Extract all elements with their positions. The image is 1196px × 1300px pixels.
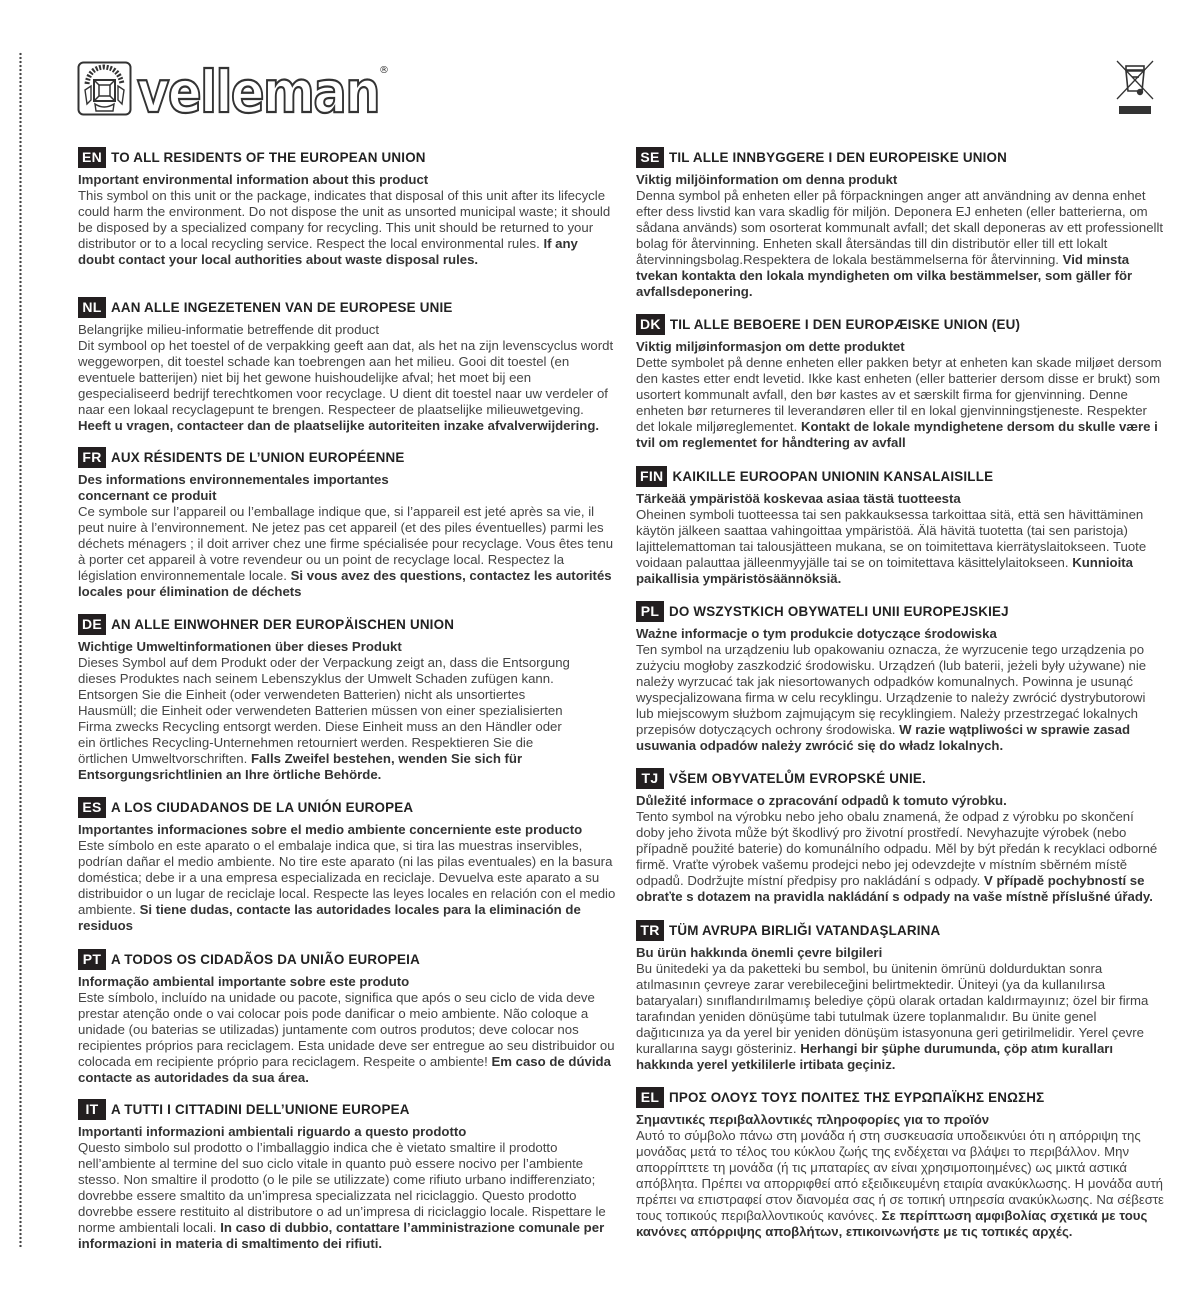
section-subtitle: Wichtige Umweltinformationen über dieses Produkt bbox=[78, 639, 402, 654]
section-es bbox=[78, 796, 618, 948]
body-bold-text: Kunnioita paikallisia ympäristösäännöksiä. bbox=[636, 555, 1133, 586]
body-text: Tento symbol na výrobku nebo jeho obalu znamená, že odpad z výrobku po skončení doby jeho života může být škodlivý pro životní prostředí. Nevyhazujte výrobek (nebo případně použité baterie) do komunálního odpadu. Měl by být předán k recyklaci odborné firmě. Vraťte výrobek vašemu prodejci nebo jej odevzdejte v místním sběrném místě odpadů. Dodržujte místní předpisy pro nakládání s odpady. bbox=[636, 809, 1158, 888]
section-tr bbox=[636, 919, 1164, 1086]
section-body bbox=[636, 355, 1164, 451]
section-subtitle: Důležité informace o zpracování odpadů k tomuto výrobku. bbox=[636, 793, 1007, 808]
language-badge: EN bbox=[78, 147, 106, 168]
section-body bbox=[78, 655, 578, 783]
section-subtitle: Bu ürün hakkında önemli çevre bilgileri bbox=[636, 945, 883, 960]
body-bold-text: If any doubt contact your local authorities about waste disposal rules. bbox=[78, 236, 578, 267]
section-title: TIL ALLE BEBOERE I DEN EUROPÆISKE UNION (EU) bbox=[669, 316, 1021, 332]
section-subtitle: Belangrijke milieu-informatie betreffende dit product bbox=[78, 322, 380, 337]
language-badge: DK bbox=[636, 314, 665, 335]
section-title: TÜM AVRUPA BIRLIĞI VATANDAŞLARINA bbox=[669, 922, 941, 938]
section-it bbox=[78, 1098, 618, 1252]
crossed-out-wheelie-bin-icon bbox=[1114, 58, 1156, 118]
section-body bbox=[636, 961, 1164, 1073]
section-fr bbox=[78, 446, 618, 613]
body-bold-text: V případě pochybností se obraťte s dotazem na pravidla nakládání s odpady na vaše místně příslušné úřady. bbox=[636, 873, 1153, 904]
section-subtitle: Important environmental information about this product bbox=[78, 172, 429, 187]
section-title: AUX RÉSIDENTS DE L’UNION EUROPÉENNE bbox=[111, 449, 405, 465]
body-text: Bu ünitedeki ya da paketteki bu sembol, bu ünitenin ömrünü doldurduktan sonra atılmasının çevreye zarar verebileceğini belirtmektedir. Üniteyi (ya da kullanılırsa bataryaları) sınıflandırılmamış belediye çöpü olarak ortadan kaldırmayınız; özel bir firma tarafından yeniden dönüşüme tabi tutulmak üzere toplanmalıdır. Bu ünite genel dağıtıcınıza ya da yerel bir yeniden dönüşüm istasyonuna geri getirilmelidir. Yerel çevre kurallarına saygı gösteriniz. bbox=[636, 961, 1149, 1056]
body-text: Ce symbole sur l’appareil ou l’emballage indique que, si l’appareil est jeté après sa vie, il peut nuire à l’environnement. Ne jetez pas cet appareil (et des piles éventuelles) parmi les déchets ménagers ; il doit arriver chez une firme spécialisée pour recyclage. Vous êtes tenu à porter cet appareil à votre revendeur ou un point de recyclage local. Respectez la législation environnementale locale. bbox=[78, 504, 614, 583]
section-subtitle: Importanti informazioni ambientali riguardo a questo prodotto bbox=[78, 1124, 467, 1139]
section-body bbox=[636, 642, 1164, 754]
velleman-emblem-icon bbox=[79, 63, 131, 115]
section-el bbox=[636, 1086, 1164, 1240]
language-badge: DE bbox=[78, 614, 106, 635]
section-title: DO WSZYSTKICH OBYWATELI UNII EUROPEJSKIEJ bbox=[669, 603, 1009, 619]
language-badge: SE bbox=[636, 147, 664, 168]
section-subtitle: Importantes informaciones sobre el medio ambiente concerniente este producto bbox=[78, 822, 583, 837]
body-bold-text: Vid minsta tvekan kontakta den lokala myndigheten om vilka bestämmelser, som gäller för avfallsdeponering. bbox=[636, 252, 1133, 299]
body-bold-text: Falls Zweifel bestehen, wenden Sie sich für Entsorgungsrichtlinien an Ihre örtliche Behörde. bbox=[78, 751, 523, 782]
language-badge: ES bbox=[78, 797, 106, 818]
section-body bbox=[636, 1128, 1164, 1240]
section-subtitle: Viktig miljøinformasjon om dette produktet bbox=[636, 339, 905, 354]
section-title: A TODOS OS CIDADÃOS DA UNIÃO EUROPEIA bbox=[111, 951, 420, 967]
section-body bbox=[636, 507, 1164, 587]
section-title: TO ALL RESIDENTS OF THE EUROPEAN UNION bbox=[111, 149, 426, 165]
body-bold-text: Herhangi bir şüphe durumunda, çöp atım kuralları hakkında yerel yetkililerle irtibata geçiniz. bbox=[636, 1041, 1114, 1072]
body-bold-text: Si tiene dudas, contacte las autoridades locales para la eliminación de residuos bbox=[78, 902, 581, 933]
body-text: Questo simbolo sul prodotto o l’imballaggio indica che è vietato smaltire il prodotto nell’ambiente al termine del suo ciclo vitale in quanto può essere nocivo per l’ambiente stesso. Non smaltire il prodotto (o le pile se utilizzate) come rifiuto urbano indifferenziato; dovrebbe essere smaltito da un’impresa specializzata nel riciclaggio. Questo prodotto dovrebbe essere restituito al distributore o ad un’impresa di riciclaggio locale. Rispettare le norme ambientali locali. bbox=[78, 1140, 606, 1235]
cut-line-border bbox=[19, 52, 22, 1247]
section-body bbox=[78, 838, 618, 934]
language-badge: FR bbox=[78, 447, 106, 468]
section-title: TIL ALLE INNBYGGERE I DEN EUROPEISKE UNION bbox=[669, 149, 1007, 165]
section-tj bbox=[636, 767, 1164, 919]
section-de bbox=[78, 613, 618, 796]
body-text: Ten symbol na urządzeniu lub opakowaniu oznacza, że wyrzucenie tego urządzenia po zużyciu mogłoby zaszkodzić środowisku. Urządzeń (lub baterii, jeżeli były używane) nie należy wyrzucać tak jak niesortowanych odpadków komunalnych. Powinna je usunąć wyspecjalizowana firma w celu recyklingu. Urządzenie to należy zwrócić dystrybutorowi lub miejscowym służbom zajmującym się recyklingiem. Należy przestrzegać lokalnych przepisów dotyczących ochrony środowiska. bbox=[636, 642, 1147, 737]
body-bold-text: Heeft u vragen, contacteer dan de plaatselijke autoriteiten inzake afvalverwijdering. bbox=[78, 418, 600, 433]
body-bold-text: Σε περίπτωση αμφιβολίας σχετικά με τους κανόνες απόρριψης αποβλήτων, επικοινωνήστε με τις τοπικές αρχές. bbox=[636, 1208, 1148, 1239]
section-subtitle: Σημαντικές περιβαλλοντικές πληροφορίες για το προϊόν bbox=[636, 1112, 990, 1127]
section-subtitle: Viktig miljöinformation om denna produkt bbox=[636, 172, 898, 187]
body-text: Este símbolo en este aparato o el embalaje indica que, si tira las muestras inservibles, podrían dañar el medio ambiente. No tire este aparato (ni las pilas eventuales) en la basura doméstica; debe ir a una empresa especializada en reciclaje. Devuelva este aparato a su distribuidor o un lugar de reciclaje local. Respecte las leyes locales en relación con el medio ambiente. bbox=[78, 838, 616, 917]
section-title: AN ALLE EINWOHNER DER EUROPÄISCHEN UNION bbox=[111, 616, 455, 632]
body-bold-text: In caso di dubbio, contattare l’amministrazione comunale per informazioni in materia di smaltimento dei rifiuti. bbox=[78, 1220, 605, 1251]
section-subtitle: Des informations environnementales importantes concernant ce produit bbox=[78, 472, 389, 503]
section-fin bbox=[636, 465, 1164, 600]
logo-wordmark: velleman bbox=[137, 60, 379, 117]
section-body bbox=[78, 338, 618, 434]
section-subtitle: Ważne informacje o tym produkcie dotyczące środowiska bbox=[636, 626, 997, 641]
body-text: This symbol on this unit or the package, indicates that disposal of this unit after its lifecycle could harm the environment. Do not dispose the unit as unsorted municipal waste; it should be disposed by a specialized company for recycling. This unit should be returned to your distributor or to a local recycling service. Respect the local environmental rules. bbox=[78, 188, 611, 251]
body-bold-text: Em caso de dúvida contacte as autoridades da sua área. bbox=[78, 1054, 611, 1085]
language-badge: IT bbox=[78, 1099, 106, 1120]
section-title: VŠEM OBYVATELŮM EVROPSKÉ UNIE. bbox=[669, 770, 926, 786]
body-text: Αυτό το σύμβολο πάνω στη μονάδα ή στη συσκευασία υποδεικνύει ότι η απόρριψη της μονάδας μετά το τέλος του κύκλου ζωής της ενδέχεται να βλάψει το περιβάλλον. Μην απορρίπτετε τη μονάδα (ή τις μπαταρίες αν είναι χρησιμοποιημένες) ως μικτά αστικά απόβλητα. Πρέπει να απορριφθεί από εξειδικευμένη εταιρία ανακύκλωσης. Η μονάδα αυτή πρέπει να επιστραφεί στον διανομέα σας ή σε τοπική υπηρεσία ανακύκλωσης. Να σέβεστε τους τοπικούς περιβαλλοντικούς κανόνες. bbox=[636, 1128, 1164, 1223]
body-text: Oheinen symboli tuotteessa tai sen pakkauksessa tarkoittaa sitä, että sen hävittäminen käytön jälkeen saattaa vahingoittaa ympäristöä. Älä hävitä tuotetta (tai sen paristoja) lajittelemattoman tai talousjätteen mukana, se on toimitettava kierrätyslaitokseen. Tuote voidaan palauttaa jälleenmyyjälle tai se on toimitettava käsittelylaitokseen. bbox=[636, 507, 1147, 570]
body-bold-text: W razie wątpliwości w sprawie zasad usuwania odpadów należy zwrócić się do władz lokalnych. bbox=[636, 722, 1130, 753]
body-text: Dieses Symbol auf dem Produkt oder der Verpackung zeigt an, dass die Entsorgung dieses Produktes nach seinem Lebenszyklus der Umwelt Schaden zufügen kann. Entsorgen Sie die Einheit (oder verwendeten Batterien) nicht als unsortiertes Hausmüll; die Einheit oder verwendeten Batterien müssen von einer spezialisierten Firma zwecks Recycling entsorgt werden. Diese Einheit muss an den Händler oder ein örtliches Recycling-Unternehmen retourniert werden. Respektieren Sie die örtlichen Umweltvorschriften. bbox=[78, 655, 570, 766]
body-bold-text: Si vous avez des questions, contactez les autorités locales pour élimination de déchets bbox=[78, 568, 612, 599]
section-pl bbox=[636, 600, 1164, 767]
section-subtitle: Informação ambiental importante sobre este produto bbox=[78, 974, 410, 989]
section-title: KAIKILLE EUROOPAN UNIONIN KANSALAISILLE bbox=[672, 468, 994, 484]
body-bold-text: Kontakt de lokale myndighetene dersom du skulle være i tvil om reglementet for håndtering av avfall bbox=[636, 419, 1158, 450]
section-body bbox=[636, 188, 1164, 300]
section-dk bbox=[636, 313, 1164, 465]
language-badge: PT bbox=[78, 949, 106, 970]
body-text: Dit symbool op het toestel of de verpakking geeft aan dat, als het na zijn levenscyclus wordt weggeworpen, dit toestel schade kan toebrengen aan het milieu. Gooi dit toestel (en eventuele batterijen) niet bij het gewone huishoudelijke afval; het moet bij een gespecialiseerd bedrijf terechtkomen voor recyclage. U dient dit toestel naar uw verdeler of naar een lokaal recyclagepunt te brengen. Respecteer de plaatselijke milieuwetgeving. bbox=[78, 338, 614, 417]
language-badge: EL bbox=[636, 1087, 664, 1108]
section-title: ΠΡΟΣ ΟΛΟΥΣ ΤΟΥΣ ΠΟΛΙΤΕΣ ΤΗΣ ΕΥΡΩΠΑΪΚΗΣ ΕΝΩΣΗΣ bbox=[669, 1089, 1045, 1105]
velleman-logo bbox=[77, 60, 389, 117]
section-en bbox=[78, 146, 618, 296]
section-body bbox=[78, 990, 618, 1086]
section-se bbox=[636, 146, 1164, 313]
language-badge: NL bbox=[78, 297, 106, 318]
section-title: AAN ALLE INGEZETENEN VAN DE EUROPESE UNIE bbox=[111, 299, 453, 315]
body-text: Este símbolo, incluído na unidade ou pacote, significa que após o seu ciclo de vida deve prestar atenção onde o vai colocar pois pode danificar o meio ambiente. Não coloque a unidade (ou baterias se utilizadas) juntamente com outros produtos; deve colocar nos recipientes próprios para reciclagem. Esta unidade deve ser entregue ao seu distribuidor ou colocada em recipiente próprio para reciclagem. Respeite o ambiente! bbox=[78, 990, 615, 1069]
section-body bbox=[636, 809, 1164, 905]
section-subtitle: Tärkeää ympäristöä koskevaa asiaa tästä tuotteesta bbox=[636, 491, 961, 506]
body-text: Denna symbol på enheten eller på förpackningen anger att användning av denna enhet efter dess livstid kan vara skadlig för miljön. Deponera EJ enheten (eller batterierna, om sådana används) som osorterat kommunalt avfall; det skall deponeras av ett professionellt bolag för återvinning. Enheten skall återsändas till din distributör eller till ett lokalt återvinningsbolag.Respektera de lokala bestämmelserna för återvinning. bbox=[636, 188, 1164, 267]
registered-mark: ® bbox=[379, 65, 389, 76]
section-body bbox=[78, 504, 618, 600]
right-column bbox=[636, 146, 1164, 1240]
section-body bbox=[78, 188, 618, 268]
section-nl bbox=[78, 296, 618, 446]
section-title: A LOS CIUDADANOS DE LA UNIÓN EUROPEA bbox=[111, 799, 414, 815]
language-badge: TR bbox=[636, 920, 664, 941]
language-badge: PL bbox=[636, 601, 664, 622]
section-body bbox=[78, 1140, 618, 1252]
language-badge: FIN bbox=[636, 466, 667, 487]
section-title: A TUTTI I CITTADINI DELL’UNIONE EUROPEA bbox=[111, 1101, 410, 1117]
body-text: Dette symbolet på denne enheten eller pakken betyr at enheten kan skade miljøet dersom den kastes etter endt levetid. Ikke kast enheten (eller batterier dersom disse er brukt) som usortert kommunalt avfall, den bør kastes av et særskilt firma for gjenvinning. Denne enheten bør returneres til leverandøren eller til en lokal gjenvinningstjeneste. Respekter det lokale miljøreglementet. bbox=[636, 355, 1162, 434]
left-column bbox=[78, 146, 618, 1252]
section-pt bbox=[78, 948, 618, 1098]
language-badge: TJ bbox=[636, 768, 664, 789]
